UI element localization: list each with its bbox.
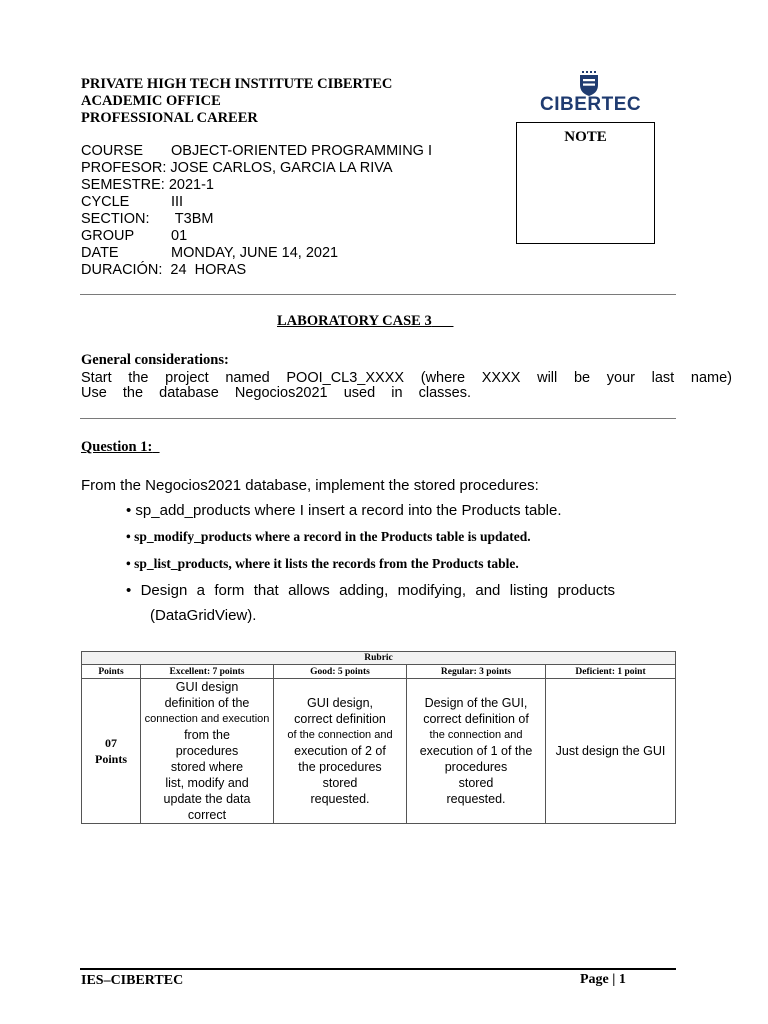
info-value: : 2021-1: [160, 177, 214, 193]
cell-line: GUI design: [175, 680, 239, 694]
cell-line: connection and execution: [144, 713, 270, 725]
cibertec-logo-text: CIBERTEC: [540, 94, 642, 115]
regular-cell: [407, 679, 546, 824]
info-value: : 24 HORAS: [158, 262, 247, 278]
cell-line: list, modify and: [165, 776, 249, 790]
page-number: 1: [618, 972, 626, 987]
header-line-institute: PRIVATE HIGH TECH INSTITUTE CIBERTEC: [81, 76, 393, 92]
cell-line: Design of the GUI,: [424, 696, 528, 710]
institution-header: [81, 76, 392, 127]
info-row: [81, 228, 432, 245]
header-deficient: Deficient: 1 point: [546, 665, 676, 679]
cell-line: the connection and: [429, 729, 523, 741]
info-key: DURACIÓN: [81, 262, 159, 278]
cell-line: requested.: [310, 792, 370, 806]
general-considerations-title: General considerations:: [81, 352, 229, 368]
points-unit: Points: [94, 752, 127, 766]
cell-line: requested.: [446, 792, 506, 806]
info-row: [81, 194, 432, 211]
info-value: 01: [171, 228, 188, 244]
info-value: OBJECT-ORIENTED PROGRAMMING I: [171, 143, 433, 159]
info-key: GROUP: [81, 228, 135, 244]
bullet-design: • Design a form that allows adding, modifying, and listing products: [126, 582, 615, 599]
cell-line: from the: [184, 728, 230, 742]
info-row: [81, 143, 432, 160]
cell-line: update the data: [163, 792, 251, 806]
points-cell: [82, 679, 141, 824]
info-value: III: [171, 194, 184, 210]
info-row: [81, 262, 432, 279]
page-label: Page |: [580, 972, 619, 987]
info-row: [81, 245, 432, 262]
info-value: MONDAY, JUNE 14, 2021: [171, 245, 339, 261]
bullet-design-cont: (DataGridView).: [150, 607, 257, 624]
cell-line: stored: [458, 776, 494, 790]
bullet-list: • sp_list_products, where it lists the records from the Products table.: [126, 556, 519, 571]
info-row: [81, 211, 432, 228]
divider: [80, 294, 676, 295]
general-line-1: Start the project named POOI_CL3_XXXX (where XXXX will be your last name): [81, 370, 732, 386]
cell-line: stored where: [170, 760, 244, 774]
excellent-cell: [141, 679, 274, 824]
lab-title-text: LABORATORY CASE 3: [277, 313, 432, 329]
footer-institute: IES–CIBERTEC: [81, 973, 184, 988]
cell-line: execution of 1 of the: [419, 744, 533, 758]
info-key: PROFESOR: [81, 160, 163, 176]
question-title: [81, 439, 160, 456]
header-points: Points: [82, 665, 141, 679]
cell-line: correct definition: [294, 712, 386, 726]
footer-divider: [80, 968, 676, 970]
cell-line: execution of 2 of: [294, 744, 386, 758]
cell-line: correct: [187, 808, 227, 822]
course-info: [81, 143, 432, 279]
bullet-modify: • sp_modify_products where a record in the Products table is updated.: [126, 529, 531, 544]
info-value: T3BM: [171, 211, 214, 227]
cell-line: GUI design,: [306, 696, 373, 710]
header-line-career: PROFESSIONAL CAREER: [81, 110, 258, 126]
general-line-2: Use the database Negocios2021 used in classes.: [81, 385, 471, 401]
divider: [80, 418, 676, 419]
header-excellent: Excellent: 7 points: [141, 665, 274, 679]
info-key: COURSE: [81, 143, 144, 159]
info-row: [81, 177, 432, 194]
info-key: CYCLE: [81, 194, 130, 210]
question-title-text: Question 1:: [81, 439, 153, 455]
question-intro: From the Negocios2021 database, implement the stored procedures:: [81, 477, 539, 494]
bullet-add: • sp_add_products where I insert a record into the Products table.: [126, 502, 562, 519]
cell-line: of the connection and: [287, 729, 393, 741]
note-box: [516, 122, 655, 244]
points-value: 07: [105, 736, 117, 750]
note-label: NOTE: [564, 129, 607, 145]
footer-page: [580, 972, 626, 988]
deficient-cell: Just design the GUI: [546, 679, 676, 824]
info-key: DATE: [81, 245, 119, 261]
info-value: : JOSE CARLOS, GARCIA LA RIVA: [162, 160, 393, 176]
cell-line: procedures: [175, 744, 239, 758]
cell-line: the procedures: [298, 760, 382, 774]
info-key: SECTION:: [81, 211, 150, 227]
info-row: [81, 160, 432, 177]
cell-line: definition of the: [164, 696, 250, 710]
info-key: SEMESTRE: [81, 177, 161, 193]
cell-line: procedures: [444, 760, 508, 774]
header-line-office: ACADEMIC OFFICE: [81, 93, 221, 109]
header-good: Good: 5 points: [274, 665, 407, 679]
good-cell: [274, 679, 407, 824]
cell-line: correct definition of: [423, 712, 529, 726]
cell-line: stored: [322, 776, 358, 790]
rubric-title: Rubric: [82, 652, 676, 665]
rubric-table: [81, 651, 676, 824]
lab-title: [277, 313, 453, 330]
header-regular: Regular: 3 points: [407, 665, 546, 679]
